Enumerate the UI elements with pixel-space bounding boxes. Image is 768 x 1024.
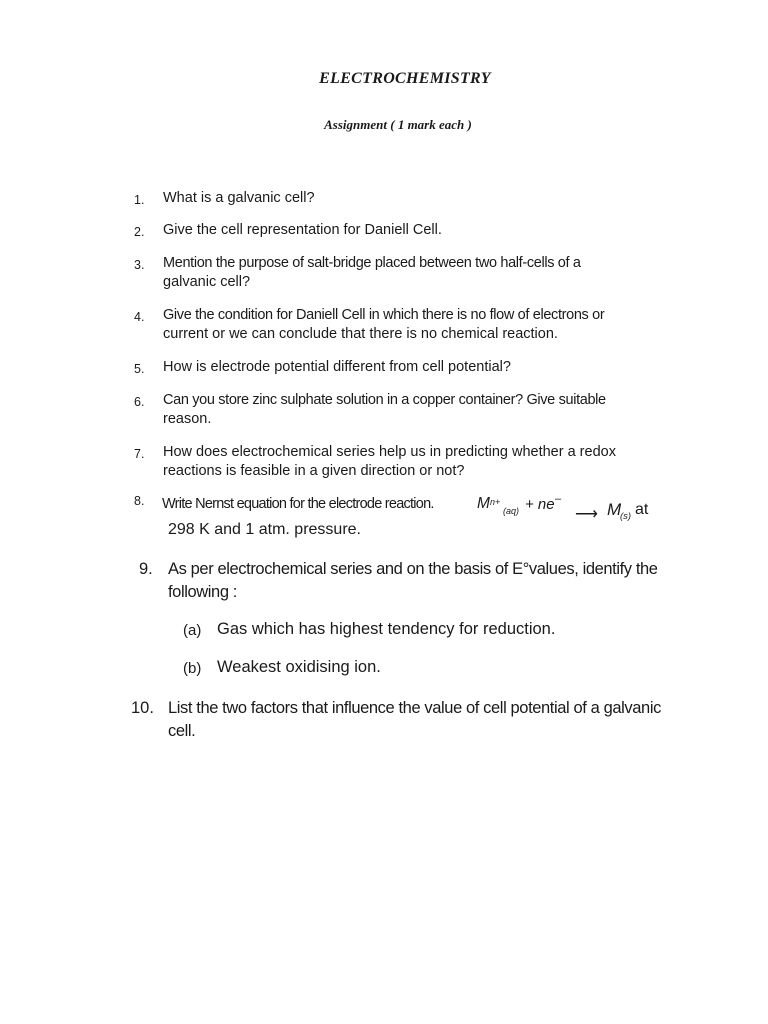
question-text: What is a galvanic cell? xyxy=(163,190,315,206)
page-subtitle: Assignment ( 1 mark each ) xyxy=(324,117,472,132)
sub-question-text: Gas which has highest tendency for reduction. xyxy=(217,620,556,638)
question-text: Give the cell representation for Daniell Cell. xyxy=(163,222,442,238)
question-number: 2. xyxy=(134,225,145,239)
question-text-line-2: galvanic cell? xyxy=(163,274,251,290)
question-text-line-2: reactions is feasible in a given direction or not? xyxy=(163,463,465,479)
question-text-line-2: reason. xyxy=(163,411,212,427)
question-text-line-1: Write Nernst equation for the electrode reaction. xyxy=(162,496,434,512)
question-text-line-1: Give the condition for Daniell Cell in which there is no flow of electrons or xyxy=(163,307,605,323)
reaction-state-s: (s) xyxy=(620,511,632,522)
question-text-line-1: List the two factors that influence the value of cell potential of a galvanic xyxy=(168,699,661,717)
reaction-arrow-icon: ⟶ xyxy=(575,506,598,523)
question-number: 3. xyxy=(134,258,145,272)
question-number: 4. xyxy=(134,310,145,324)
question-text-line-2: cell. xyxy=(168,722,196,740)
question-number: 6. xyxy=(134,395,145,409)
page-title: ELECTROCHEMISTRY xyxy=(319,70,491,87)
question-number: 7. xyxy=(134,447,145,461)
question-text-line-1: How does electrochemical series help us in predicting whether a redox xyxy=(163,444,616,460)
question-text-line-1: Can you store zinc sulphate solution in a copper container? Give suitable xyxy=(163,392,606,408)
sub-question-label: (a) xyxy=(183,622,202,639)
question-number: 10. xyxy=(131,699,154,717)
reaction-metal-symbol: M xyxy=(607,500,622,519)
question-text: How is electrode potential different from cell potential? xyxy=(163,359,511,375)
reaction-at: at xyxy=(635,501,649,518)
reaction-electrons: + ne xyxy=(525,496,555,513)
reaction-charge: n+ xyxy=(490,497,501,507)
question-number: 1. xyxy=(134,193,145,207)
reaction-electron-charge: – xyxy=(555,493,562,505)
question-number: 8. xyxy=(134,494,145,508)
question-text-line-2: current or we can conclude that there is no chemical reaction. xyxy=(163,326,558,342)
sub-question-label: (b) xyxy=(183,660,202,677)
sub-question-text: Weakest oxidising ion. xyxy=(217,658,381,676)
reaction-ion-symbol: M xyxy=(477,495,490,512)
question-text-line-1: As per electrochemical series and on the basis of E°values, identify the xyxy=(168,560,658,578)
reaction-state-aq: (aq) xyxy=(503,506,520,516)
question-text-line-1: Mention the purpose of salt-bridge placed between two half-cells of a xyxy=(163,255,581,271)
question-number: 9. xyxy=(139,560,153,578)
question-text-line-2: 298 K and 1 atm. pressure. xyxy=(168,521,361,538)
question-text-line-2: following : xyxy=(168,583,237,601)
question-number: 5. xyxy=(134,362,145,376)
